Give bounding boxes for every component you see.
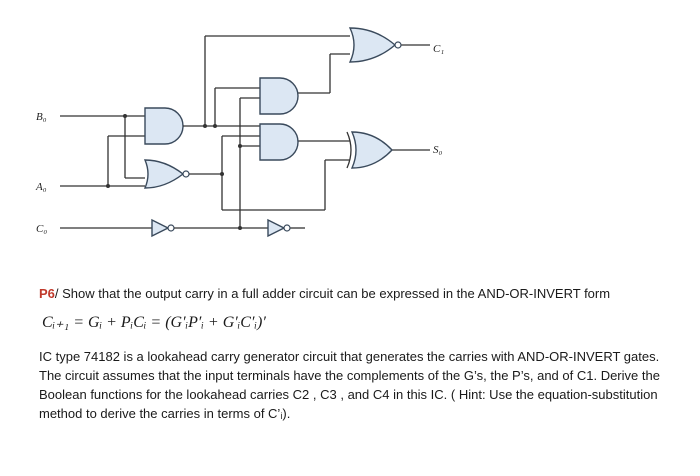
inverter-c0	[152, 220, 168, 236]
carry-equation: Cᵢ₊₁ = Gᵢ + PᵢCᵢ = (G′ᵢP′ᵢ + G′ᵢC′ᵢ)′	[42, 314, 266, 331]
inverter-second	[268, 220, 284, 236]
problem-tag: P6	[39, 286, 55, 301]
internal-wires	[183, 36, 430, 228]
label-a0: A₀	[36, 181, 47, 193]
problem-paragraph: IC type 74182 is a lookahead carry generator circuit that generates the carries with AND-OR-INVERT gates. The circuit assumes that the input terminals have the complements of the G’s, the P’s, and of C1. Derive the Boolean functions for the lookahead carries C2 , C3 , and C4 in this IC. ( Hint: Use the equation-substitution method to derive the carries in terms of C’ᵢ).	[39, 349, 660, 421]
xor-gate-s0	[352, 132, 392, 168]
nor-gate-c1-bubble	[395, 42, 401, 48]
input-wires	[60, 116, 152, 228]
problem-statement-text: / Show that the output carry in a full adder circuit can be expressed in the AND-OR-INVERT form	[54, 286, 611, 301]
label-s0: S₀	[433, 144, 443, 156]
inverter-bubble	[183, 171, 189, 177]
and-gate-g	[145, 108, 183, 144]
inverter-c0-bubble	[168, 225, 174, 231]
problem-statement	[39, 284, 679, 303]
xor-gate-s0-arc	[347, 132, 351, 168]
and-gate-upper	[260, 78, 298, 114]
inverter-second-bubble	[284, 225, 290, 231]
label-c0: C₀	[36, 223, 48, 235]
or-gate-p	[145, 160, 183, 188]
label-c1: C₁	[433, 43, 445, 55]
and-gate-lower	[260, 124, 298, 160]
label-b0: B₀	[36, 111, 47, 123]
nor-gate-c1	[350, 28, 395, 62]
